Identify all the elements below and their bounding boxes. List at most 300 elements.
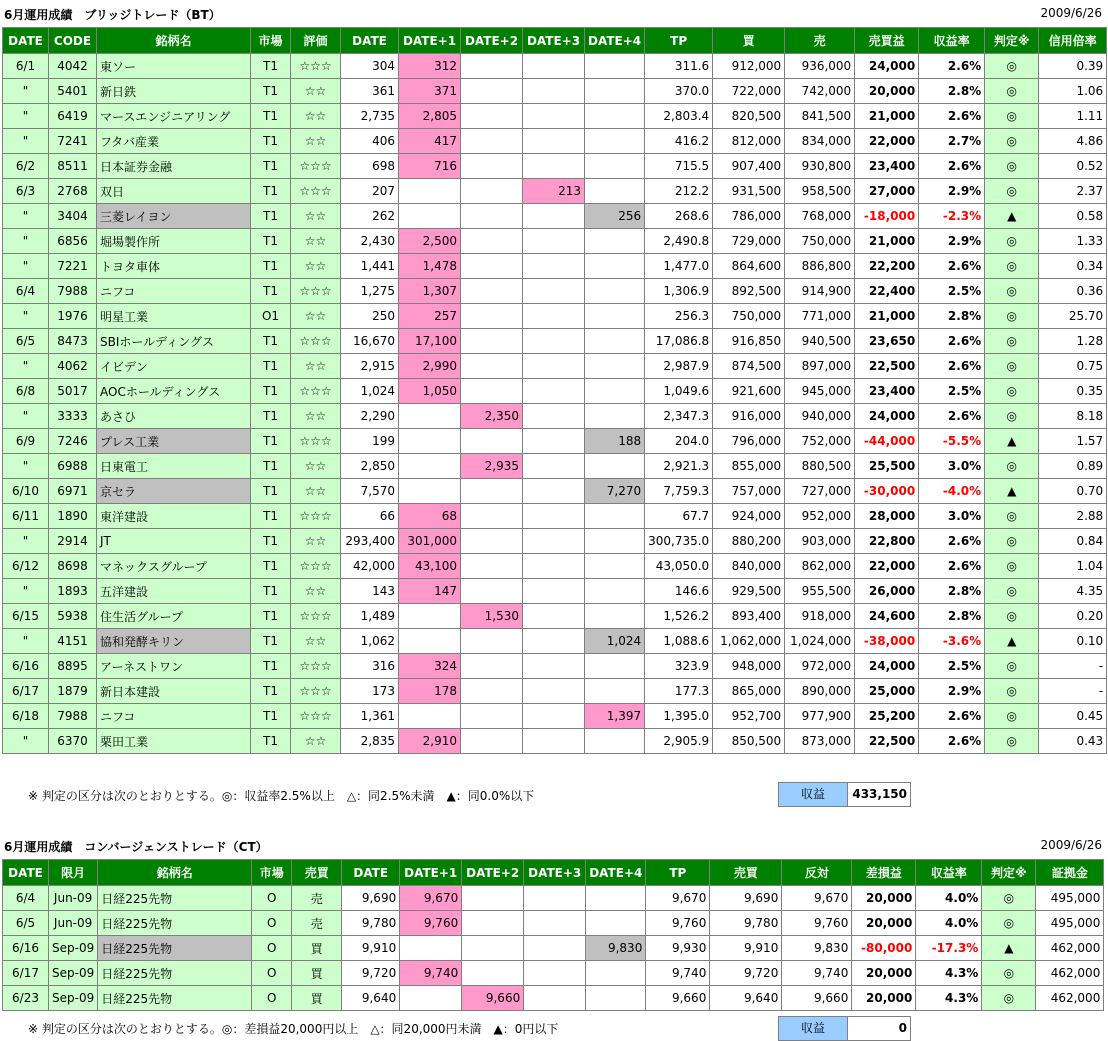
bt-cell-d0: 2,290 xyxy=(341,404,399,429)
bt-cell-name: 双日 xyxy=(97,179,251,204)
bt-cell-d1: 178 xyxy=(399,679,461,704)
bt-cell-buy: 864,600 xyxy=(713,254,785,279)
bt-cell-d0: 1,024 xyxy=(341,379,399,404)
bt-cell-code: 3333 xyxy=(49,404,97,429)
bt-cell-d1: 1,478 xyxy=(399,254,461,279)
ct-cell-buy: 9,640 xyxy=(710,986,782,1011)
bt-cell-date: 6/16 xyxy=(3,654,49,679)
ct-cell-pl: 20,000 xyxy=(852,911,916,936)
bt-cell-code: 6419 xyxy=(49,104,97,129)
bt-cell-buy: 907,400 xyxy=(713,154,785,179)
bt-cell-tp: 715.5 xyxy=(645,154,713,179)
ct-cell-name: 日経225先物 xyxy=(98,886,252,911)
bt-cell-judge: ▲ xyxy=(985,204,1039,229)
bt-cell-sell: 886,800 xyxy=(785,254,855,279)
bt-cell-d0: 42,000 xyxy=(341,554,399,579)
bt-cell-d2 xyxy=(461,104,523,129)
bt-cell-rate: 2.6% xyxy=(919,529,985,554)
table-row xyxy=(3,304,1107,329)
bt-cell-d0: 143 xyxy=(341,579,399,604)
ct-header-16: 証拠金 xyxy=(1036,860,1104,886)
bt-cell-d1: 2,500 xyxy=(399,229,461,254)
bt-cell-d0: 173 xyxy=(341,679,399,704)
bt-cell-d3 xyxy=(523,54,585,79)
bt-cell-d4 xyxy=(585,529,645,554)
bt-cell-d0: 2,735 xyxy=(341,104,399,129)
bt-cell-date: 6/3 xyxy=(3,179,49,204)
bt-cell-d1: 417 xyxy=(399,129,461,154)
bt-cell-rate: 3.0% xyxy=(919,504,985,529)
bt-cell-rating: ☆☆☆ xyxy=(291,554,341,579)
bt-cell-margin: 0.35 xyxy=(1039,379,1107,404)
ct-cell-d2: 9,660 xyxy=(462,986,524,1011)
bt-cell-date: " xyxy=(3,254,49,279)
ct-cell-date: 6/17 xyxy=(3,961,49,986)
bt-cell-d2 xyxy=(461,554,523,579)
table-row xyxy=(3,986,1104,1011)
bt-cell-sell: 742,000 xyxy=(785,79,855,104)
bt-cell-tp: 2,987.9 xyxy=(645,354,713,379)
bt-cell-d3 xyxy=(523,429,585,454)
bt-cell-name: プレス工業 xyxy=(97,429,251,454)
ct-cell-name: 日経225先物 xyxy=(98,986,252,1011)
bt-cell-d4 xyxy=(585,279,645,304)
bt-cell-d2 xyxy=(461,154,523,179)
bt-cell-market: T1 xyxy=(251,379,291,404)
ct-cell-d1: 9,760 xyxy=(400,911,462,936)
ct-cell-d0: 9,720 xyxy=(342,961,400,986)
bt-cell-name: 住生活グループ xyxy=(97,604,251,629)
bt-cell-rate: 2.7% xyxy=(919,129,985,154)
table-row xyxy=(3,379,1107,404)
bt-cell-date: 6/1 xyxy=(3,54,49,79)
bt-cell-d2 xyxy=(461,379,523,404)
bt-cell-rating: ☆☆☆ xyxy=(291,504,341,529)
bt-cell-d0: 1,441 xyxy=(341,254,399,279)
bt-cell-name: AOCホールディングス xyxy=(97,379,251,404)
bt-cell-buy: 931,500 xyxy=(713,179,785,204)
bt-cell-tp: 204.0 xyxy=(645,429,713,454)
ct-cell-judge: ◎ xyxy=(982,886,1036,911)
bt-cell-margin: 0.75 xyxy=(1039,354,1107,379)
bt-cell-name: 三菱レイヨン xyxy=(97,204,251,229)
bt-sum-value: 433,150 xyxy=(847,782,911,807)
bt-cell-date: 6/9 xyxy=(3,429,49,454)
ct-cell-buy: 9,910 xyxy=(710,936,782,961)
bt-cell-d3 xyxy=(523,479,585,504)
bt-cell-d2 xyxy=(461,79,523,104)
ct-date: 2009/6/26 xyxy=(1040,838,1102,852)
ct-header-9: DATE+4 xyxy=(586,860,646,886)
bt-cell-code: 1890 xyxy=(49,504,97,529)
bt-cell-sell: 1,024,000 xyxy=(785,629,855,654)
bt-cell-rate: 2.6% xyxy=(919,729,985,754)
bt-cell-d1 xyxy=(399,704,461,729)
bt-header-13: 売買益 xyxy=(855,28,919,54)
table-row xyxy=(3,179,1107,204)
bt-cell-rating: ☆☆ xyxy=(291,454,341,479)
ct-cell-d1 xyxy=(400,936,462,961)
bt-cell-sell: 750,000 xyxy=(785,229,855,254)
bt-cell-date: 6/4 xyxy=(3,279,49,304)
ct-cell-rating: 売 xyxy=(292,911,342,936)
ct-cell-buy: 9,690 xyxy=(710,886,782,911)
bt-cell-d0: 293,400 xyxy=(341,529,399,554)
bt-cell-rate: 2.8% xyxy=(919,304,985,329)
bt-cell-rating: ☆☆ xyxy=(291,229,341,254)
bt-cell-market: T1 xyxy=(251,429,291,454)
bt-cell-buy: 916,000 xyxy=(713,404,785,429)
bt-cell-sell: 768,000 xyxy=(785,204,855,229)
ct-cell-judge: ◎ xyxy=(982,986,1036,1011)
bt-cell-code: 7221 xyxy=(49,254,97,279)
bt-cell-code: 7988 xyxy=(49,704,97,729)
bt-cell-market: T1 xyxy=(251,454,291,479)
bt-cell-buy: 850,500 xyxy=(713,729,785,754)
bt-cell-tp: 17,086.8 xyxy=(645,329,713,354)
ct-cell-market: O xyxy=(252,911,292,936)
bt-cell-rating: ☆☆☆ xyxy=(291,54,341,79)
bt-header-15: 判定※ xyxy=(985,28,1039,54)
bt-cell-rate: 2.6% xyxy=(919,704,985,729)
bt-cell-rating: ☆☆☆ xyxy=(291,679,341,704)
bt-cell-d2 xyxy=(461,529,523,554)
bt-header-8: DATE+3 xyxy=(523,28,585,54)
table-row xyxy=(3,961,1104,986)
bt-cell-market: T1 xyxy=(251,529,291,554)
ct-cell-date: 6/23 xyxy=(3,986,49,1011)
table-row xyxy=(3,479,1107,504)
bt-cell-name: アーネストワン xyxy=(97,654,251,679)
bt-cell-code: 8473 xyxy=(49,329,97,354)
bt-cell-pl: 28,000 xyxy=(855,504,919,529)
ct-cell-d3 xyxy=(524,936,586,961)
bt-cell-buy: 812,000 xyxy=(713,129,785,154)
bt-cell-d1 xyxy=(399,604,461,629)
bt-cell-market: T1 xyxy=(251,254,291,279)
bt-cell-d4 xyxy=(585,79,645,104)
ct-cell-date: 6/5 xyxy=(3,911,49,936)
bt-cell-margin: 1.28 xyxy=(1039,329,1107,354)
bt-cell-buy: 924,000 xyxy=(713,504,785,529)
bt-cell-margin: 2.37 xyxy=(1039,179,1107,204)
table-row xyxy=(3,154,1107,179)
bt-cell-pl: -44,000 xyxy=(855,429,919,454)
bt-cell-market: T1 xyxy=(251,104,291,129)
bt-cell-d1 xyxy=(399,629,461,654)
bt-cell-code: 4062 xyxy=(49,354,97,379)
bt-cell-margin: 0.20 xyxy=(1039,604,1107,629)
bt-cell-tp: 300,735.0 xyxy=(645,529,713,554)
bt-cell-d1: 43,100 xyxy=(399,554,461,579)
bt-cell-d3 xyxy=(523,304,585,329)
ct-cell-rate: 4.0% xyxy=(916,886,982,911)
ct-cell-margin: 495,000 xyxy=(1036,886,1104,911)
bt-cell-d4 xyxy=(585,104,645,129)
bt-cell-d2 xyxy=(461,729,523,754)
ct-cell-d4 xyxy=(586,986,646,1011)
bt-cell-d2 xyxy=(461,654,523,679)
bt-cell-margin: 0.84 xyxy=(1039,529,1107,554)
bt-cell-margin: 0.10 xyxy=(1039,629,1107,654)
bt-cell-d1 xyxy=(399,204,461,229)
bt-cell-code: 6370 xyxy=(49,729,97,754)
bt-cell-d3 xyxy=(523,254,585,279)
bt-cell-code: 7241 xyxy=(49,129,97,154)
bt-cell-d4 xyxy=(585,654,645,679)
bt-cell-tp: 2,803.4 xyxy=(645,104,713,129)
bt-cell-d2 xyxy=(461,129,523,154)
bt-cell-date: 6/15 xyxy=(3,604,49,629)
bt-cell-rating: ☆☆ xyxy=(291,79,341,104)
bt-cell-market: T1 xyxy=(251,204,291,229)
bt-cell-d4: 7,270 xyxy=(585,479,645,504)
ct-cell-d0: 9,780 xyxy=(342,911,400,936)
bt-header-4: 評価 xyxy=(291,28,341,54)
bt-cell-rate: 2.8% xyxy=(919,604,985,629)
ct-cell-pl: 20,000 xyxy=(852,986,916,1011)
bt-cell-name: ニフコ xyxy=(97,704,251,729)
bt-header-5: DATE xyxy=(341,28,399,54)
bt-cell-d1: 371 xyxy=(399,79,461,104)
bt-cell-buy: 840,000 xyxy=(713,554,785,579)
ct-header-7: DATE+2 xyxy=(462,860,524,886)
bt-cell-date: " xyxy=(3,729,49,754)
bt-cell-rating: ☆☆ xyxy=(291,304,341,329)
bt-cell-d2 xyxy=(461,279,523,304)
ct-header-3: 市場 xyxy=(252,860,292,886)
bt-cell-margin: 0.43 xyxy=(1039,729,1107,754)
bt-cell-d3 xyxy=(523,154,585,179)
bt-cell-pl: -38,000 xyxy=(855,629,919,654)
bt-cell-buy: 912,000 xyxy=(713,54,785,79)
ct-cell-margin: 462,000 xyxy=(1036,936,1104,961)
bt-cell-judge: ◎ xyxy=(985,604,1039,629)
bt-date: 2009/6/26 xyxy=(1040,6,1102,20)
bt-cell-pl: 21,000 xyxy=(855,304,919,329)
bt-cell-rate: 2.6% xyxy=(919,354,985,379)
bt-cell-d1: 257 xyxy=(399,304,461,329)
bt-cell-d3 xyxy=(523,279,585,304)
bt-cell-pl: 24,600 xyxy=(855,604,919,629)
ct-header-0: DATE xyxy=(3,860,49,886)
bt-cell-d4: 1,397 xyxy=(585,704,645,729)
ct-cell-rate: 4.0% xyxy=(916,911,982,936)
bt-cell-buy: 952,700 xyxy=(713,704,785,729)
bt-cell-margin: 1.06 xyxy=(1039,79,1107,104)
bt-cell-market: T1 xyxy=(251,479,291,504)
bt-cell-d2 xyxy=(461,304,523,329)
bt-header-0: DATE xyxy=(3,28,49,54)
ct-header-14: 収益率 xyxy=(916,860,982,886)
bt-cell-judge: ◎ xyxy=(985,454,1039,479)
bt-cell-d3 xyxy=(523,729,585,754)
bt-cell-code: 8511 xyxy=(49,154,97,179)
bt-cell-d2 xyxy=(461,329,523,354)
bt-cell-d1 xyxy=(399,179,461,204)
ct-cell-market: O xyxy=(252,936,292,961)
bt-cell-tp: 2,347.3 xyxy=(645,404,713,429)
bt-cell-sell: 940,500 xyxy=(785,329,855,354)
bt-cell-d0: 316 xyxy=(341,654,399,679)
bt-cell-judge: ◎ xyxy=(985,104,1039,129)
ct-cell-d4: 9,830 xyxy=(586,936,646,961)
table-row xyxy=(3,579,1107,604)
bt-cell-buy: 855,000 xyxy=(713,454,785,479)
ct-cell-d3 xyxy=(524,961,586,986)
bt-cell-date: 6/10 xyxy=(3,479,49,504)
bt-note: ※ 判定の区分は次のとおりとする。◎：収益率2.5%以上 △：同2.5%未満 ▲：同0.0%以下 xyxy=(28,789,535,803)
bt-cell-name: 協和発酵キリン xyxy=(97,629,251,654)
bt-cell-market: T1 xyxy=(251,654,291,679)
ct-cell-pl: -80,000 xyxy=(852,936,916,961)
bt-header-12: 売 xyxy=(785,28,855,54)
bt-cell-tp: 1,526.2 xyxy=(645,604,713,629)
table-row xyxy=(3,404,1107,429)
ct-cell-date: 6/16 xyxy=(3,936,49,961)
bt-cell-d0: 7,570 xyxy=(341,479,399,504)
bt-cell-rate: 2.5% xyxy=(919,379,985,404)
bt-cell-judge: ◎ xyxy=(985,679,1039,704)
bt-cell-d4 xyxy=(585,404,645,429)
ct-cell-d0: 9,640 xyxy=(342,986,400,1011)
bt-cell-margin: 0.45 xyxy=(1039,704,1107,729)
bt-cell-name: マネックスグループ xyxy=(97,554,251,579)
bt-cell-judge: ◎ xyxy=(985,254,1039,279)
ct-cell-date: 6/4 xyxy=(3,886,49,911)
bt-cell-code: 4042 xyxy=(49,54,97,79)
bt-cell-judge: ◎ xyxy=(985,504,1039,529)
bt-cell-d3 xyxy=(523,129,585,154)
bt-cell-date: " xyxy=(3,354,49,379)
bt-cell-pl: 24,000 xyxy=(855,54,919,79)
bt-cell-d0: 207 xyxy=(341,179,399,204)
bt-cell-d0: 2,835 xyxy=(341,729,399,754)
table-row xyxy=(3,429,1107,454)
bt-cell-market: T1 xyxy=(251,729,291,754)
bt-cell-judge: ◎ xyxy=(985,54,1039,79)
bt-cell-rate: 2.9% xyxy=(919,229,985,254)
ct-cell-d2 xyxy=(462,886,524,911)
ct-cell-rating: 買 xyxy=(292,936,342,961)
ct-cell-name: 日経225先物 xyxy=(98,936,252,961)
ct-cell-sell: 9,830 xyxy=(782,936,852,961)
bt-cell-d2 xyxy=(461,204,523,229)
bt-cell-d4 xyxy=(585,604,645,629)
bt-cell-d0: 698 xyxy=(341,154,399,179)
bt-cell-judge: ◎ xyxy=(985,179,1039,204)
ct-header-1: 限月 xyxy=(49,860,98,886)
bt-cell-rate: 2.6% xyxy=(919,104,985,129)
bt-cell-judge: ◎ xyxy=(985,229,1039,254)
bt-cell-margin: 0.34 xyxy=(1039,254,1107,279)
table-row xyxy=(3,104,1107,129)
bt-cell-d0: 1,062 xyxy=(341,629,399,654)
bt-cell-judge: ◎ xyxy=(985,329,1039,354)
bt-cell-rating: ☆☆ xyxy=(291,529,341,554)
bt-cell-code: 1879 xyxy=(49,679,97,704)
ct-header-12: 反対 xyxy=(782,860,852,886)
bt-cell-rate: 2.6% xyxy=(919,54,985,79)
ct-cell-d4 xyxy=(586,886,646,911)
bt-cell-buy: 948,000 xyxy=(713,654,785,679)
bt-cell-rate: -5.5% xyxy=(919,429,985,454)
bt-cell-sell: 914,900 xyxy=(785,279,855,304)
bt-cell-margin: 8.18 xyxy=(1039,404,1107,429)
ct-cell-name: 日経225先物 xyxy=(98,911,252,936)
bt-cell-judge: ▲ xyxy=(985,479,1039,504)
ct-cell-rate: 4.3% xyxy=(916,961,982,986)
ct-header-5: DATE xyxy=(342,860,400,886)
bt-cell-buy: 820,500 xyxy=(713,104,785,129)
ct-cell-tp: 9,760 xyxy=(646,911,710,936)
bt-cell-tp: 1,306.9 xyxy=(645,279,713,304)
ct-cell-d4 xyxy=(586,911,646,936)
ct-cell-d3 xyxy=(524,911,586,936)
bt-cell-judge: ◎ xyxy=(985,154,1039,179)
bt-cell-rating: ☆☆ xyxy=(291,254,341,279)
ct-cell-d0: 9,910 xyxy=(342,936,400,961)
bt-cell-judge: ◎ xyxy=(985,304,1039,329)
bt-cell-market: T1 xyxy=(251,54,291,79)
bt-cell-d2 xyxy=(461,479,523,504)
ct-cell-sell: 9,670 xyxy=(782,886,852,911)
bt-cell-rating: ☆☆☆ xyxy=(291,179,341,204)
table-row xyxy=(3,454,1107,479)
bt-cell-judge: ◎ xyxy=(985,354,1039,379)
bt-cell-d3 xyxy=(523,579,585,604)
bt-cell-margin: 4.35 xyxy=(1039,579,1107,604)
bt-cell-margin: 25.70 xyxy=(1039,304,1107,329)
bt-cell-name: 新日鉄 xyxy=(97,79,251,104)
ct-cell-margin: 462,000 xyxy=(1036,961,1104,986)
ct-cell-d0: 9,690 xyxy=(342,886,400,911)
bt-cell-date: 6/8 xyxy=(3,379,49,404)
table-row xyxy=(3,329,1107,354)
bt-cell-judge: ◎ xyxy=(985,404,1039,429)
bt-cell-buy: 880,200 xyxy=(713,529,785,554)
ct-cell-margin: 495,000 xyxy=(1036,911,1104,936)
bt-cell-pl: 21,000 xyxy=(855,229,919,254)
bt-cell-pl: 21,000 xyxy=(855,104,919,129)
bt-cell-pl: 26,000 xyxy=(855,579,919,604)
bt-cell-judge: ◎ xyxy=(985,554,1039,579)
bt-cell-market: T1 xyxy=(251,554,291,579)
bt-cell-d4 xyxy=(585,154,645,179)
ct-cell-buy: 9,720 xyxy=(710,961,782,986)
bt-cell-tp: 43,050.0 xyxy=(645,554,713,579)
bt-cell-date: " xyxy=(3,454,49,479)
bt-cell-d1 xyxy=(399,479,461,504)
bt-cell-d2 xyxy=(461,579,523,604)
bt-cell-pl: 23,650 xyxy=(855,329,919,354)
bt-cell-date: 6/5 xyxy=(3,329,49,354)
bt-cell-code: 2768 xyxy=(49,179,97,204)
bt-cell-code: 1893 xyxy=(49,579,97,604)
bt-cell-sell: 958,500 xyxy=(785,179,855,204)
bt-cell-rating: ☆☆☆ xyxy=(291,379,341,404)
bt-cell-d2 xyxy=(461,629,523,654)
ct-cell-rate: -17.3% xyxy=(916,936,982,961)
ct-cell-tp: 9,740 xyxy=(646,961,710,986)
bt-cell-d2 xyxy=(461,504,523,529)
bt-cell-market: T1 xyxy=(251,404,291,429)
bt-cell-rate: 2.6% xyxy=(919,154,985,179)
bt-cell-rate: 2.5% xyxy=(919,279,985,304)
bt-cell-tp: 416.2 xyxy=(645,129,713,154)
bt-cell-rating: ☆☆ xyxy=(291,104,341,129)
bt-cell-d3 xyxy=(523,229,585,254)
